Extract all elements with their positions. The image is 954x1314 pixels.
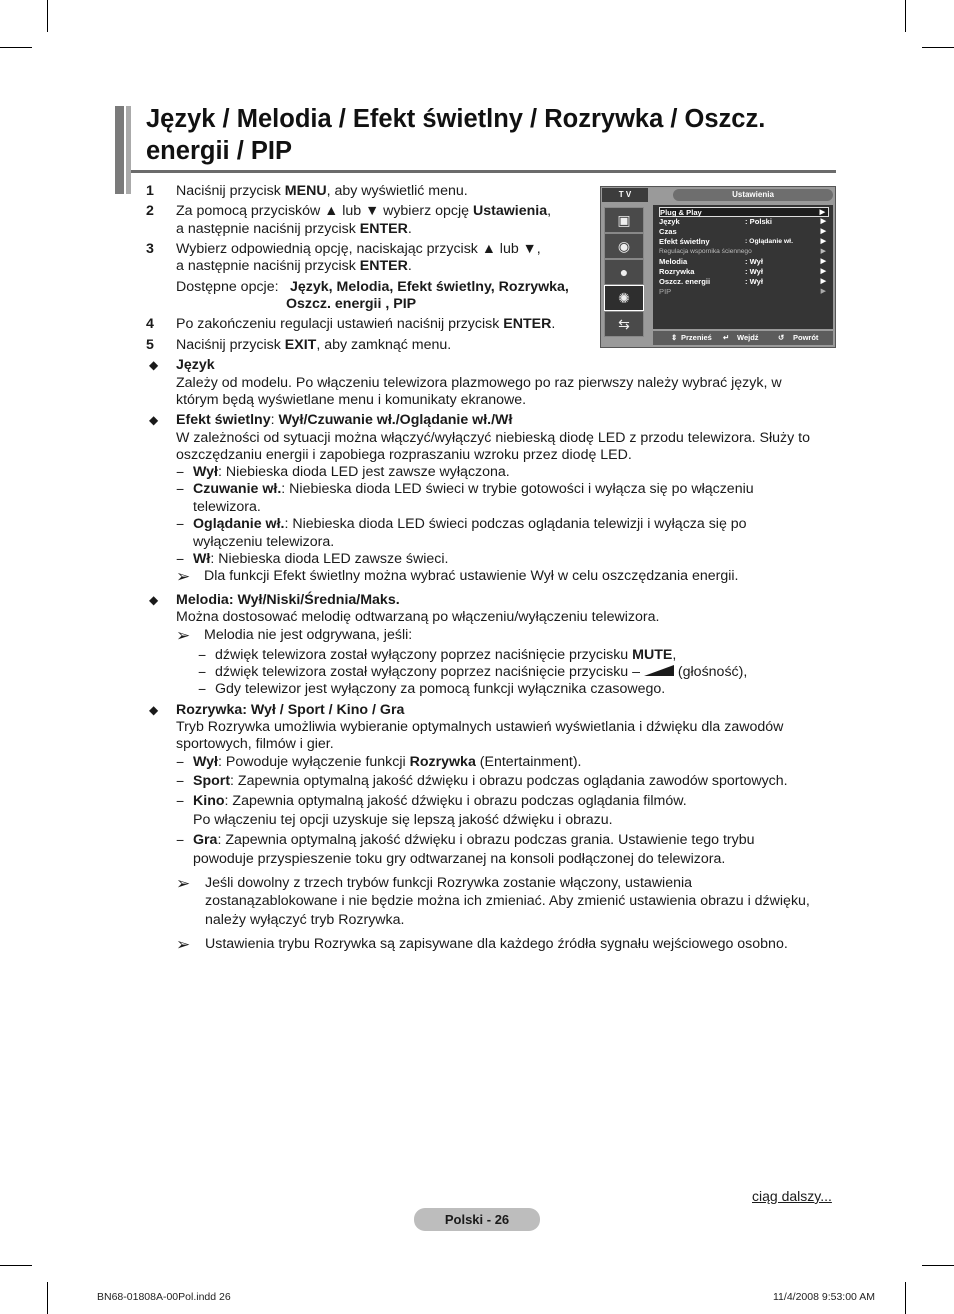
setup-gear-icon: ✺: [604, 285, 644, 311]
enter-icon: ↵: [723, 333, 730, 342]
note-text: Jeśli dowolny z trzech trybów funkcji Rozrywka zostanie włączony, ustawienia: [205, 875, 693, 891]
step-number: 1: [146, 183, 154, 199]
dash-bullet: −: [176, 773, 185, 789]
list-item: Gdy telewizor jest wyłączony za pomocą funkcji wyłącznika czasowego.: [215, 681, 666, 697]
list-item: Wł: Niebieska dioda LED zawsze świeci.: [193, 551, 449, 567]
arrow-right-icon: ▶: [820, 268, 826, 275]
footer-enter: Wejdź: [737, 333, 759, 342]
dash-bullet: −: [198, 664, 207, 680]
list-item: wyłączeniu telewizora.: [193, 534, 335, 550]
volume-icon: [644, 665, 674, 677]
arrow-right-icon: ▶: [820, 258, 826, 265]
step-text: a następnie naciśnij przycisk ENTER.: [176, 258, 412, 274]
dash-bullet: −: [198, 647, 207, 663]
dash-bullet: −: [176, 754, 185, 770]
section-body: W zależności od sytuacji można włączyć/wyłączyć niebieską diodę LED z przodu telewizora. Służy to: [176, 430, 810, 446]
section-body: którym będą wyświetlane menu i komunikaty ekranowe.: [176, 392, 527, 408]
section-heading: Efekt świetlny: Wył/Czuwanie wł./Oglądanie wł./Wł: [176, 412, 513, 428]
tv-menu-item: Rozrywka : Wył ▶: [659, 267, 826, 276]
tv-menu-item: Oszcz. energii : Wył ▶: [659, 277, 826, 286]
section-heading: Melodia: Wył/Niski/Średnia/Maks.: [176, 592, 400, 608]
list-item: Oglądanie wł.: Niebieska dioda LED świeci podczas oglądania telewizji i wyłącza się po: [193, 516, 747, 532]
dash-bullet: −: [176, 464, 185, 480]
list-item: Wył: Niebieska dioda LED jest zawsze wyłączona.: [193, 464, 510, 480]
crop-mark: [922, 47, 954, 48]
note-text: Dla funkcji Efekt świetlny można wybrać ustawienie Wył w celu oszczędzania energii.: [204, 568, 739, 584]
list-item: Wył: Powoduje wyłączenie funkcji Rozrywka (Entertainment).: [193, 754, 582, 770]
crop-mark: [0, 1265, 32, 1266]
tv-menu-item: Plug & Play ▶: [659, 207, 829, 217]
footer-return: Powrót: [793, 333, 819, 342]
page-title: [146, 103, 846, 167]
arrow-right-icon: ▶: [820, 238, 826, 245]
page-number-badge: Polski - 26: [414, 1208, 540, 1231]
title-accent-bar: [115, 106, 124, 194]
note-text: Ustawienia trybu Rozrywka są zapisywane dla każdego źródła sygnału wejściowego osobno.: [205, 936, 788, 952]
page-title-line: energii / PIP: [146, 137, 292, 165]
footer-file: BN68-01808A-00Pol.indd 26: [97, 1291, 231, 1303]
tv-menu-screenshot: [600, 186, 836, 348]
tv-menu-footer: [653, 331, 833, 345]
section-body: sportowych, filmów i gier.: [176, 736, 334, 752]
tv-menu-item: PIP ▶: [659, 287, 826, 296]
tv-menu-panel: [653, 205, 833, 329]
arrow-note-icon: ➢: [176, 567, 191, 586]
list-item: dźwięk telewizora został wyłączony poprzez naciśnięcie przycisku MUTE,: [215, 647, 677, 663]
step-text: a następnie naciśnij przycisk ENTER.: [176, 221, 412, 237]
section-body: Tryb Rozrywka umożliwia wybieranie optymalnych ustawień wyświetlania i dźwięku dla zawodów: [176, 719, 784, 735]
tv-menu-item: Czas ▶: [659, 227, 826, 236]
arrow-right-icon: ▶: [820, 248, 826, 255]
section-heading: Rozrywka: Wył / Sport / Kino / Gra: [176, 702, 405, 718]
title-rule: [131, 170, 836, 173]
step-text: Naciśnij przycisk MENU, aby wyświetlić menu.: [176, 183, 468, 199]
dash-bullet: −: [176, 551, 185, 567]
step-number: 5: [146, 337, 154, 353]
step-text: Naciśnij przycisk EXIT, aby zamknąć menu.: [176, 337, 452, 353]
dash-bullet: −: [198, 681, 207, 697]
step-number: 4: [146, 316, 154, 332]
list-item: Kino: Zapewnia optymalną jakość dźwięku i obrazu podczas oglądania filmów.: [193, 793, 687, 809]
list-item: Czuwanie wł.: Niebieska dioda LED świeci w trybie gotowości i wyłącza się po włączeniu: [193, 481, 754, 497]
tv-menu-item: Regulacja wspornika ściennego ▶: [659, 248, 826, 255]
diamond-icon: ◆: [149, 593, 159, 607]
arrow-right-icon: ▶: [820, 218, 826, 225]
list-item: telewizora.: [193, 499, 261, 515]
note-text: zostanązablokowane i nie będzie można ich zmieniać. Aby zmienić ustawienia obrazu i dźwięku,: [205, 893, 810, 909]
step-text: Za pomocą przycisków ▲ lub ▼ wybierz opcję Ustawienia,: [176, 203, 552, 219]
tv-menu-item: Efekt świetlny : Oglądanie wł. ▶: [659, 237, 826, 246]
step-text: Po zakończeniu regulacji ustawień naciśnij przycisk ENTER.: [176, 316, 556, 332]
section-body: Zależy od modelu. Po włączeniu telewizora plazmowego po raz pierwszy należy wybrać język, w: [176, 375, 782, 391]
tv-menu-item: Melodia : Wył ▶: [659, 257, 826, 266]
available-options-label: Dostępne opcje:: [176, 279, 279, 295]
section-body: Można dostosować melodię odtwarzaną po włączeniu/wyłączeniu telewizora.: [176, 609, 660, 625]
updown-icon: ⇕: [671, 333, 678, 342]
arrow-note-icon: ➢: [176, 935, 191, 954]
crop-mark: [47, 1282, 48, 1314]
footer-move: Przenieś: [681, 333, 712, 342]
arrow-note-icon: ➢: [176, 626, 191, 645]
arrow-note-icon: ➢: [176, 874, 191, 893]
tv-menu-header: Ustawienia: [673, 189, 833, 201]
step-number: 3: [146, 241, 154, 257]
crop-mark: [905, 1282, 906, 1314]
dash-bullet: −: [176, 832, 185, 848]
diamond-icon: ◆: [149, 413, 159, 427]
list-item: Gra: Zapewnia optymalną jakość dźwięku i obrazu podczas grania. Ustawienie tego trybu: [193, 832, 755, 848]
step-text: Wybierz odpowiednią opcję, naciskając przycisk ▲ lub ▼,: [176, 241, 541, 257]
tv-source-label: T V: [602, 188, 648, 202]
sound-icon: ◉: [604, 233, 644, 259]
arrow-right-icon: ▶: [820, 228, 826, 235]
note-text: Melodia nie jest odgrywana, jeśli:: [204, 627, 413, 643]
section-body: oszczędzaniu energii i zapobiega rozpraszaniu wzroku przez diodę LED.: [176, 447, 632, 463]
dash-bullet: −: [176, 516, 185, 532]
diamond-icon: ◆: [149, 358, 159, 372]
list-item: dźwięk telewizora został wyłączony poprzez naciśnięcie przycisku – (głośność),: [215, 664, 748, 680]
crop-mark: [922, 1265, 954, 1266]
list-item: Po włączeniu tej opcji uzyskuje się lepszą jakość dźwięku i obrazu.: [193, 812, 613, 828]
section-heading: Język: [176, 357, 215, 373]
channel-icon: ●: [604, 259, 644, 285]
footer-date: 11/4/2008 9:53:00 AM: [773, 1291, 875, 1303]
note-text: należy wyłączyć tryb Rozrywka.: [205, 912, 405, 928]
title-accent-bar: [126, 106, 131, 194]
return-icon: ↺: [778, 333, 785, 342]
page-title-line: Język / Melodia / Efekt świetlny / Rozrywka / Oszcz.: [146, 105, 766, 133]
available-options: Oszcz. energii , PIP: [286, 296, 417, 312]
crop-mark: [47, 0, 48, 32]
continued-link: ciąg dalszy...: [752, 1188, 832, 1204]
crop-mark: [905, 0, 906, 32]
tv-menu-item: Język : Polski ▶: [659, 217, 826, 226]
list-item: Sport: Zapewnia optymalną jakość dźwięku i obrazu podczas oglądania zawodów sportowych.: [193, 773, 788, 789]
dash-bullet: −: [176, 481, 185, 497]
diamond-icon: ◆: [149, 703, 159, 717]
crop-mark: [0, 47, 32, 48]
input-icon: ⇆: [604, 311, 644, 337]
arrow-right-icon: ▶: [819, 209, 825, 216]
available-options: Język, Melodia, Efekt świetlny, Rozrywka,: [290, 279, 569, 295]
arrow-right-icon: ▶: [820, 278, 826, 285]
dash-bullet: −: [176, 793, 185, 809]
arrow-right-icon: ▶: [820, 288, 826, 295]
step-number: 2: [146, 203, 154, 219]
list-item: powoduje przyspieszenie toku gry odtwarzanej na konsoli podłączonej do telewizora.: [193, 851, 726, 867]
picture-icon: ▣: [604, 207, 644, 233]
